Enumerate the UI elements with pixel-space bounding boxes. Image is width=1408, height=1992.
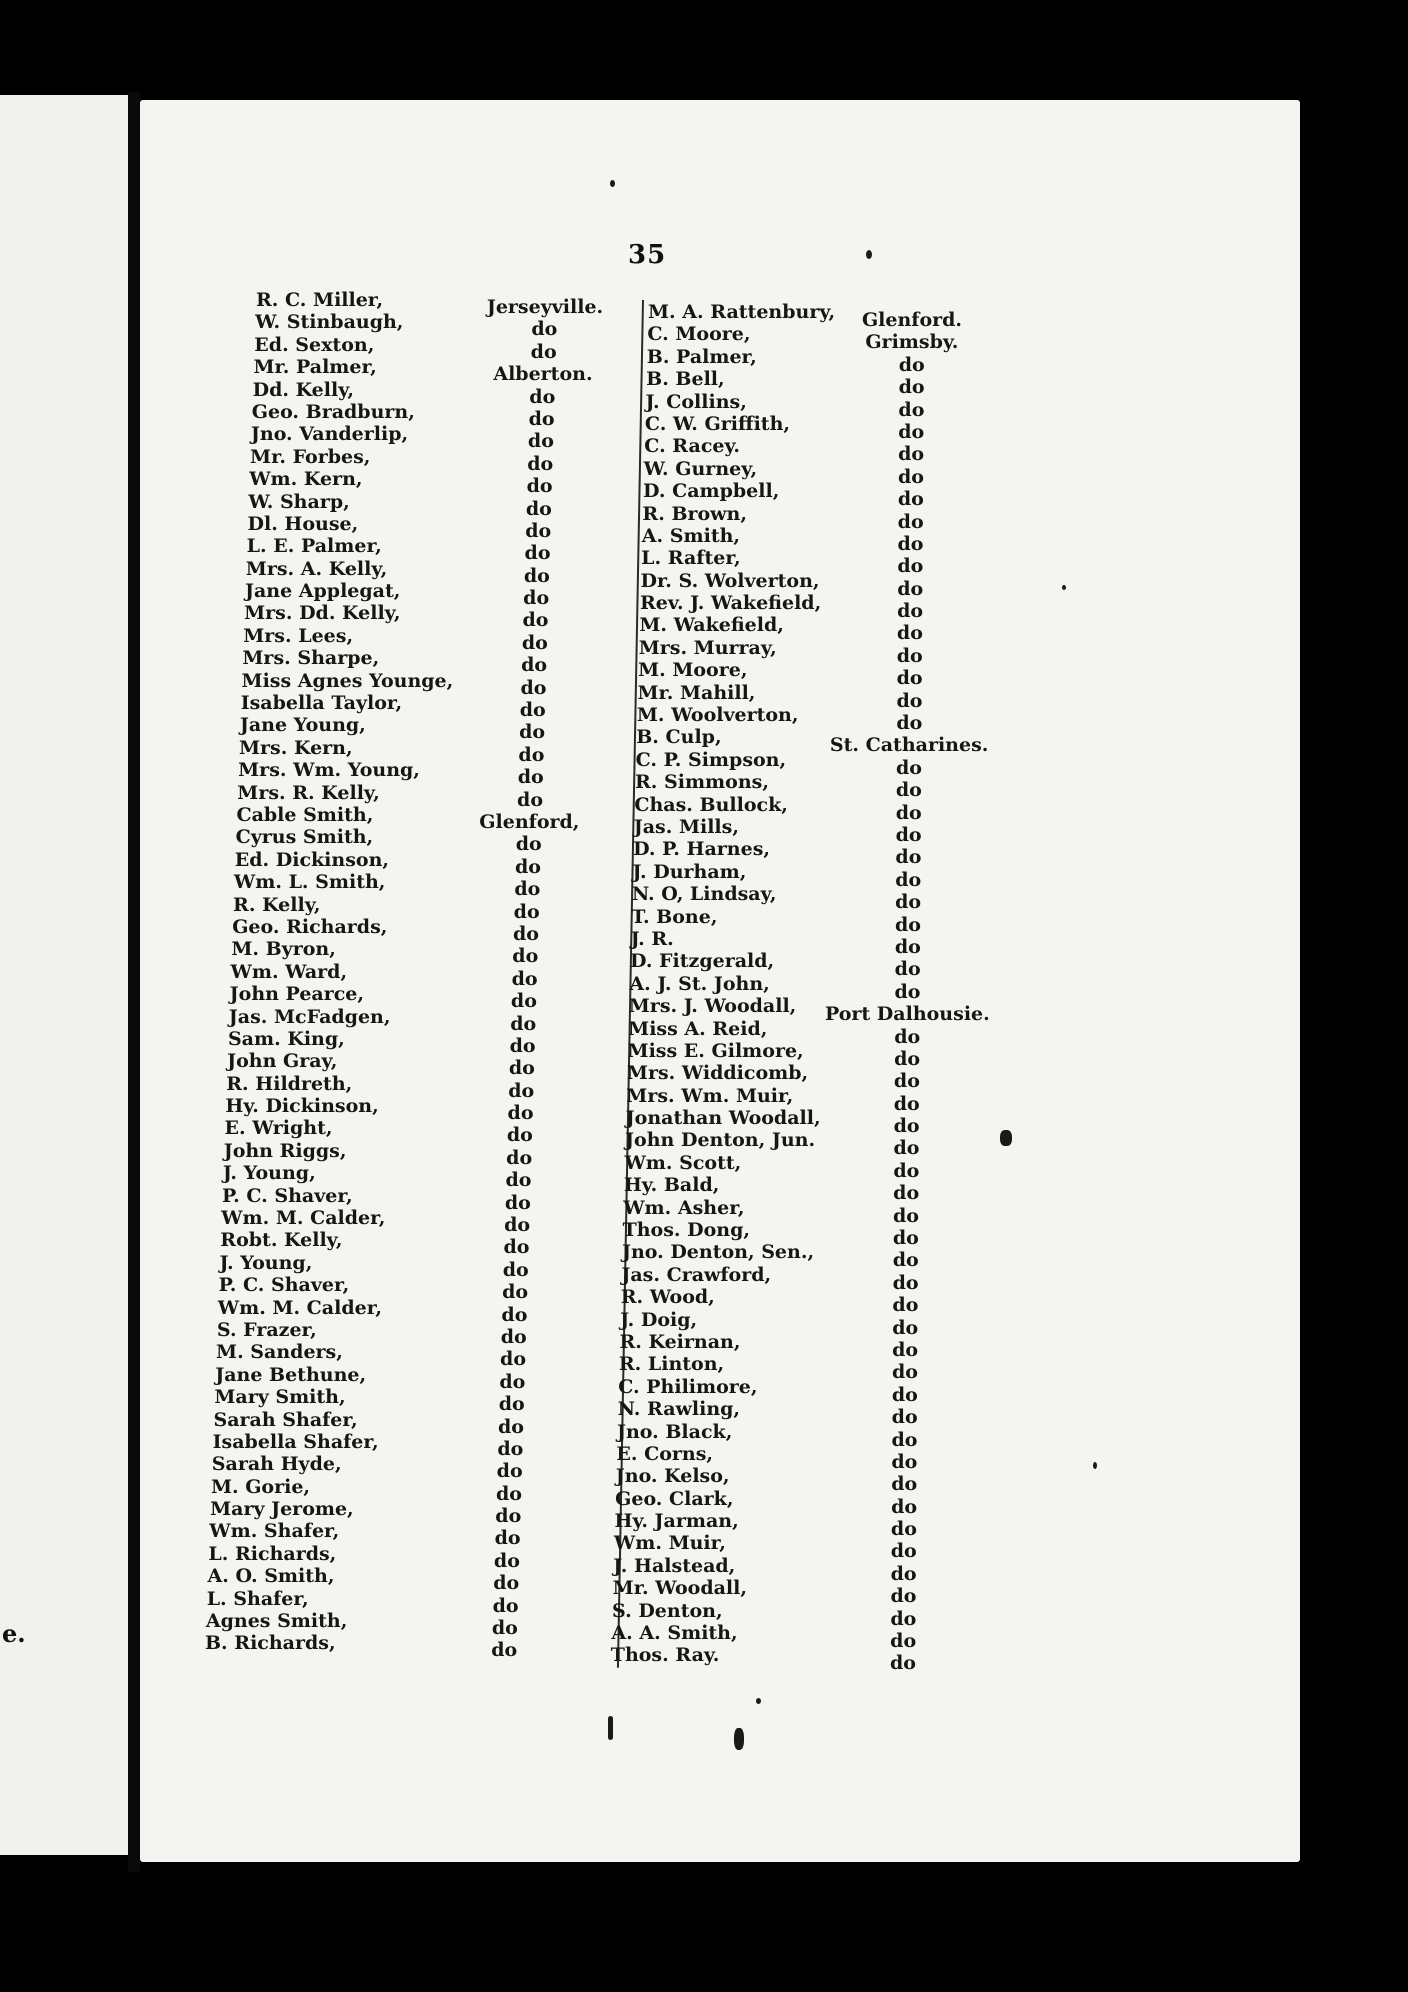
entry-place: do [524, 542, 551, 565]
entry-place: do [502, 1281, 529, 1304]
entry-place: do [891, 1428, 918, 1451]
entry-name: Mr. Woodall, [612, 1577, 747, 1600]
entry-name: M. Wakefield, [639, 614, 784, 637]
entry-place: do [526, 475, 553, 498]
entry-place: do [893, 1092, 920, 1115]
entry-place: do [890, 1607, 917, 1630]
entry-place: do [525, 497, 552, 520]
entry-place: do [499, 1370, 526, 1393]
entry-place: do [893, 1070, 920, 1093]
entry-place: do [895, 801, 922, 824]
entry-place: do [515, 833, 542, 856]
entry-name: Wm. Muir, [613, 1532, 726, 1555]
entry-place: do [896, 689, 923, 712]
entry-place: do [511, 967, 538, 990]
entry-place: do [519, 721, 546, 744]
entry-place: do [510, 1012, 537, 1035]
entry-name: Wm. Asher, [623, 1196, 745, 1219]
entry-place: do [503, 1236, 530, 1259]
entry-name: D. P. Harnes, [633, 838, 771, 861]
entry-place: Grimsby. [865, 331, 959, 354]
entry-place: do [896, 622, 923, 645]
entry-name: Chas. Bullock, [634, 793, 788, 816]
entry-place: do [898, 376, 925, 399]
entry-name: Rev. J. Wakefield, [639, 592, 822, 615]
entry-place: do [898, 398, 925, 421]
entry-place: do [891, 1450, 918, 1473]
entry-name: Miss E. Gilmore, [627, 1039, 804, 1062]
entry-name: M. Byron, [231, 938, 336, 961]
entry-name: J. Collins, [645, 390, 747, 413]
entry-name: Jas. McFadgen, [228, 1005, 391, 1028]
entry-place: do [491, 1617, 518, 1640]
entry-name: Hy. Bald, [623, 1174, 720, 1197]
entry-place: do [500, 1325, 527, 1348]
entry-place: do [504, 1191, 531, 1214]
entry-name: Wm. M. Calder, [221, 1207, 386, 1230]
entry-name: Ed. Dickinson, [234, 848, 390, 871]
entry-name: Mr. Palmer, [253, 356, 377, 379]
entry-place: do [509, 1034, 536, 1057]
entry-name: Cyrus Smith, [235, 826, 374, 849]
entry-place: do [505, 1169, 532, 1192]
entry-name: Mrs. A. Kelly, [245, 557, 388, 580]
entry-name: Geo. Clark, [615, 1487, 734, 1510]
entry-name: R. Simmons, [634, 771, 769, 794]
entry-place: do [892, 1338, 919, 1361]
entry-place: do [896, 712, 923, 735]
entry-place: do [895, 779, 922, 802]
entry-place: do [897, 488, 924, 511]
entry-place: do [493, 1572, 520, 1595]
entry-name: M. Gorie, [210, 1475, 311, 1498]
entry-name: E. Corns, [616, 1442, 714, 1465]
entry-place: do [893, 1115, 920, 1138]
entry-name: A. O. Smith, [207, 1565, 335, 1588]
entry-name: Miss Agnes Younge, [241, 669, 454, 692]
entry-name: Sarah Shafer, [213, 1408, 358, 1431]
entry-place: do [895, 891, 922, 914]
entry-place: do [896, 667, 923, 690]
entry-place: do [508, 1057, 535, 1080]
entry-place: do [498, 1415, 524, 1438]
entry-name: Isabella Shafer, [212, 1430, 379, 1453]
entry-name: R. Linton, [618, 1353, 725, 1376]
entry-name: P. C. Shaver, [222, 1184, 353, 1207]
entry-name: J. Doig, [620, 1308, 698, 1331]
entry-name: J. Durham, [632, 860, 747, 883]
entry-place: do [514, 878, 541, 901]
entry-name: C. W. Griffith, [644, 412, 791, 435]
entry-name: Robt. Kelly, [220, 1229, 343, 1252]
entry-name: Thos. Dong, [622, 1219, 751, 1242]
entry-place: do [897, 577, 924, 600]
entry-name: N. Rawling, [617, 1398, 741, 1421]
entry-name: M. A. Rattenbury, [648, 301, 836, 323]
entry-place: do [521, 654, 548, 677]
entry-name: W. Gurney, [643, 457, 758, 480]
entry-name: R. Keirnan, [619, 1330, 741, 1353]
entry-place: do [512, 922, 539, 945]
entry-name: Hy. Jarman, [614, 1510, 739, 1533]
entry-name: Isabella Taylor, [240, 692, 403, 715]
entry-place: do [890, 1585, 917, 1608]
entry-place: do [497, 1437, 524, 1460]
entry-place: do [531, 318, 558, 341]
entry-place: do [897, 465, 924, 488]
entry-name: Dd. Kelly, [252, 378, 355, 401]
entry-name: B. Palmer, [646, 345, 757, 368]
entry-name: R. Hildreth, [226, 1072, 353, 1095]
left-page-margin-text: e. [2, 1619, 26, 1648]
entry-place: do [527, 452, 554, 475]
entry-name: B. Richards, [205, 1632, 336, 1655]
entry-place: do [523, 587, 550, 610]
entry-place: do [515, 855, 541, 878]
ink-speck [756, 1698, 761, 1704]
entry-name: Thos. Ray. [610, 1644, 720, 1667]
entry-place: do [897, 510, 924, 533]
entry-name: Mary Smith, [214, 1386, 346, 1409]
ink-speck [734, 1728, 744, 1750]
entry-place: do [495, 1482, 522, 1505]
entry-place: do [528, 407, 555, 430]
entry-place: do [895, 868, 922, 891]
entry-place: do [894, 1025, 921, 1048]
entry-name: Ed. Sexton, [254, 333, 375, 356]
entry-place: do [512, 945, 539, 968]
entry-place: do [520, 676, 547, 699]
entry-name: John Gray, [227, 1050, 338, 1073]
right-place-column [812, 309, 1012, 1675]
entry-name: L. Rafter, [641, 547, 741, 570]
entry-place: do [890, 1630, 917, 1653]
entry-name: Jane Applegat, [244, 580, 401, 603]
entry-name: A. A. Smith, [611, 1622, 738, 1645]
entry-name: B. Bell, [646, 368, 725, 391]
entry-place: do [893, 1182, 920, 1205]
entry-name: John Pearce, [229, 983, 365, 1006]
entry-name: R. Kelly, [233, 893, 321, 916]
entry-name: N. O, Lindsay, [631, 883, 777, 906]
entry-name: Jno. Black, [617, 1420, 733, 1443]
entry-place: do [513, 900, 540, 923]
entry-place: do [896, 644, 923, 667]
entry-place: do [493, 1549, 520, 1572]
entry-place: do [890, 1518, 917, 1541]
entry-place: do [510, 990, 537, 1013]
entry-name: P. C. Shaver, [218, 1274, 350, 1297]
entry-name: Mrs. R. Kelly, [237, 781, 380, 804]
entry-name: D. Campbell, [643, 480, 780, 503]
entry-place: do [891, 1383, 918, 1406]
entry-name: S. Frazer, [216, 1318, 317, 1341]
entry-name: Wm. L. Smith, [233, 871, 386, 894]
entry-name: Mrs. Wm. Young, [238, 759, 420, 782]
entry-place: Port Dalhousie. [824, 1003, 990, 1026]
left-place-column [455, 296, 635, 1662]
entry-name: Jno. Kelso, [615, 1465, 730, 1488]
entry-place: do [506, 1146, 533, 1169]
entry-place: do [890, 1652, 916, 1675]
entry-place: do [891, 1361, 918, 1384]
entry-place: do [895, 823, 922, 846]
entry-place: do [521, 631, 548, 654]
entry-place: do [894, 958, 921, 981]
entry-name: Cable Smith, [236, 803, 374, 826]
entry-name: Dr. S. Wolverton, [640, 569, 820, 592]
entry-place: do [502, 1258, 529, 1281]
entry-place: do [891, 1495, 918, 1518]
entry-name: Wm. Ward, [230, 960, 348, 983]
entry-place: do [518, 743, 545, 766]
entry-name: W. Stinbaugh, [255, 311, 404, 334]
entry-name: Geo. Richards, [232, 915, 388, 938]
entry-place: do [898, 420, 925, 443]
entry-name: Sarah Hyde, [211, 1453, 342, 1476]
entry-name: Jonathan Woodall, [625, 1107, 821, 1130]
entry-place: do [507, 1102, 534, 1125]
entry-place: do [496, 1460, 523, 1483]
entry-place: do [898, 353, 925, 376]
entry-name: Wm. M. Calder, [217, 1296, 382, 1319]
entry-name: R. C. Miller, [256, 289, 384, 311]
entry-place: do [508, 1079, 535, 1102]
entry-name: M. Woolverton, [636, 704, 799, 727]
entry-place: do [891, 1406, 918, 1429]
ink-speck [1062, 585, 1066, 590]
entry-name: Mrs. Widdicomb, [626, 1062, 809, 1085]
ink-speck [866, 250, 872, 259]
entry-name: Jno. Denton, Sen., [621, 1241, 815, 1264]
entry-name: R. Wood, [620, 1286, 715, 1309]
entry-name: Agnes Smith, [205, 1610, 348, 1633]
entry-name: Jas. Crawford, [621, 1263, 772, 1286]
entry-name: T. Bone, [631, 905, 718, 928]
entry-place: do [890, 1540, 917, 1563]
entry-place: do [504, 1214, 531, 1237]
entry-place: do [498, 1393, 525, 1416]
entry-place: do [893, 1137, 920, 1160]
entry-place: do [494, 1527, 521, 1550]
entry-name: Wm. Scott, [624, 1151, 742, 1174]
entry-place: do [495, 1505, 522, 1528]
entry-place: do [517, 766, 544, 789]
ink-speck [1093, 1462, 1097, 1469]
entry-place: do [892, 1249, 919, 1272]
entry-place: do [506, 1124, 533, 1147]
entry-name: John Riggs, [223, 1139, 347, 1162]
entry-place: do [523, 564, 550, 587]
entry-name: J. Young, [219, 1251, 313, 1274]
entry-name: Mr. Mahill, [637, 681, 756, 704]
ink-speck [610, 180, 615, 187]
entry-place: do [527, 430, 554, 453]
entry-place: Glenford. [861, 309, 963, 331]
entry-name: M. Sanders, [216, 1341, 343, 1364]
entry-name: Jane Young, [239, 714, 366, 737]
entry-name: Mrs. Murray, [638, 636, 777, 659]
page-gutter [128, 92, 140, 1872]
entry-place: do [896, 756, 922, 779]
entry-name: C. Moore, [647, 323, 751, 346]
entry-place: do [894, 935, 921, 958]
entry-place: do [530, 340, 557, 363]
entry-place: do [897, 600, 924, 623]
entry-name: Mrs. Kern, [239, 736, 353, 759]
entry-name: Mary Jerome, [210, 1498, 354, 1521]
entry-name: R. Brown, [642, 502, 747, 525]
entry-name: John Denton, Jun. [625, 1129, 816, 1152]
entry-name: J. R. [630, 927, 674, 950]
ink-speck [608, 1716, 613, 1740]
entry-name: Mrs. Sharpe, [242, 647, 380, 670]
entry-name: Wm. Kern, [249, 468, 363, 491]
entry-place: do [492, 1594, 519, 1617]
entry-name: Mr. Forbes, [250, 445, 371, 468]
entry-place: do [893, 1159, 920, 1182]
entry-place: do [500, 1348, 527, 1371]
entry-place: do [517, 788, 544, 811]
entry-name: Jane Bethune, [215, 1363, 367, 1386]
entry-name: Wm. Shafer, [209, 1520, 340, 1543]
entry-place: Jerseyville. [486, 296, 604, 318]
entry-place: do [519, 699, 546, 722]
entry-name: S. Denton, [612, 1599, 723, 1622]
entry-place: do [894, 913, 921, 936]
entry-name: L. E. Palmer, [246, 535, 382, 558]
entry-name: Sam. King, [227, 1027, 345, 1050]
entry-place: do [898, 443, 925, 466]
entry-place: do [897, 532, 924, 555]
entry-place: do [897, 555, 924, 578]
entry-place: do [525, 519, 552, 542]
entry-place: do [892, 1294, 919, 1317]
entry-place: do [501, 1303, 528, 1326]
entry-name: Jno. Vanderlip, [250, 423, 409, 446]
entry-name: Mrs. Lees, [243, 624, 354, 647]
entry-place: do [891, 1473, 918, 1496]
entry-place: Glenford, [479, 810, 580, 833]
entry-name: Jas. Mills, [633, 815, 739, 838]
entry-name: L. Richards, [208, 1542, 337, 1565]
left-page-fragment [0, 95, 128, 1855]
entry-place: do [895, 846, 922, 869]
entry-name: Mrs. Wm. Muir, [626, 1084, 794, 1107]
entry-place: do [890, 1562, 917, 1585]
ink-speck [1000, 1130, 1012, 1146]
entry-place: do [491, 1639, 518, 1662]
entry-name: W. Sharp, [248, 490, 350, 513]
entry-place: St. Catharines. [829, 734, 989, 757]
entry-name: Mrs. Dd. Kelly, [244, 602, 401, 625]
entry-name: Miss A. Reid, [628, 1017, 768, 1040]
entry-name: C. P. Simpson, [635, 748, 787, 771]
entry-name: C. Philimore, [618, 1375, 758, 1398]
page-number: 35 [628, 240, 667, 270]
entry-name: Dl. House, [247, 512, 359, 535]
entry-name: A. Smith, [641, 524, 741, 547]
entry-name: Mrs. J. Woodall, [628, 995, 797, 1018]
entry-place: do [529, 385, 556, 408]
entry-place: do [892, 1271, 919, 1294]
entry-name: C. Racey. [644, 435, 740, 458]
entry-place: Alberton. [493, 363, 593, 386]
entry-name: J. Halstead, [613, 1554, 736, 1577]
entry-name: Geo. Bradburn, [251, 400, 415, 423]
entry-place: do [522, 609, 549, 632]
entry-name: A. J. St. John, [629, 972, 770, 995]
entry-place: do [892, 1316, 919, 1339]
entry-name: E. Wright, [224, 1117, 333, 1140]
entry-place: do [892, 1227, 919, 1250]
entry-name: D. Fitzgerald, [630, 950, 775, 973]
entry-place: do [894, 1047, 921, 1070]
entry-place: do [894, 980, 921, 1003]
entry-name: L. Shafer, [206, 1587, 309, 1610]
entry-name: J. Young, [222, 1162, 316, 1185]
entry-place: do [893, 1204, 919, 1227]
entry-name: M. Moore, [638, 659, 748, 682]
entry-name: Hy. Dickinson, [225, 1095, 379, 1118]
entry-name: B. Culp, [636, 726, 722, 749]
